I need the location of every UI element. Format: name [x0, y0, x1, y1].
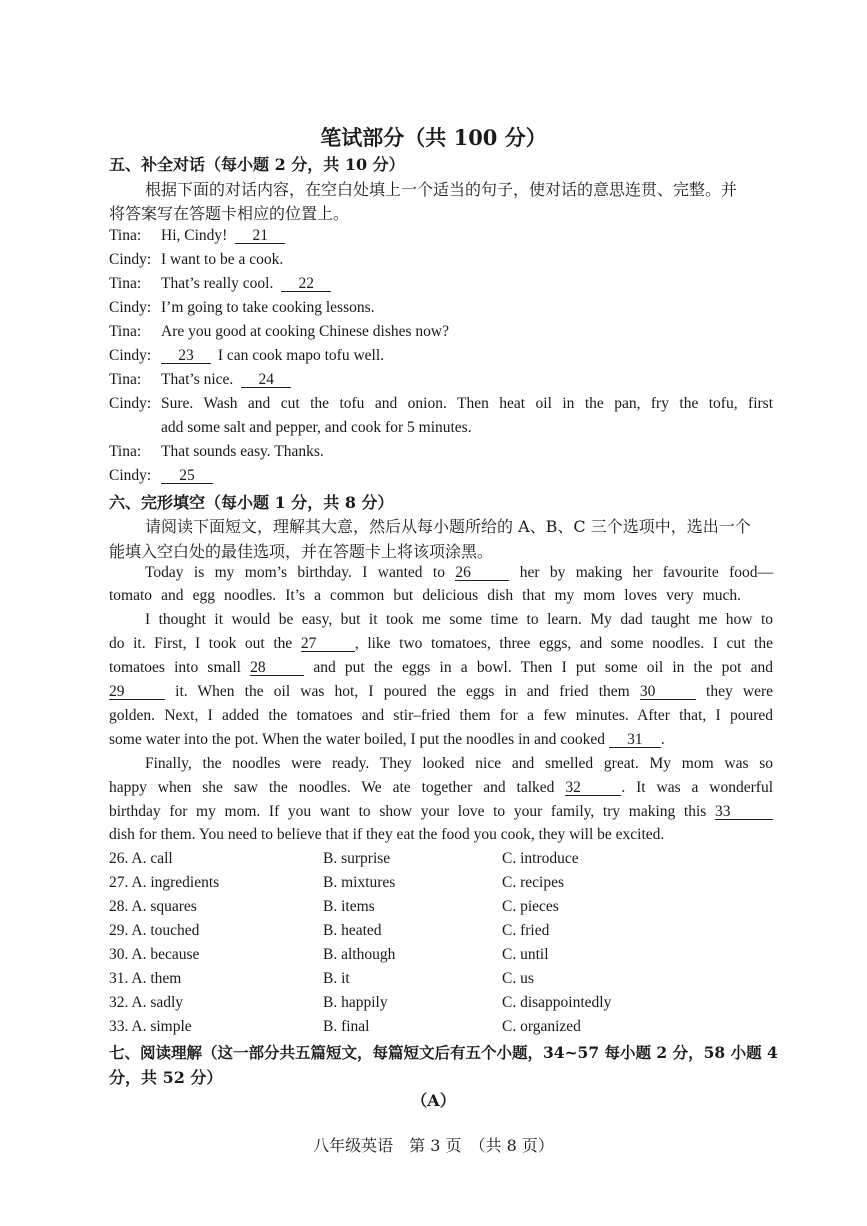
speaker: Cindy: [109, 347, 152, 364]
dialogue-line [109, 371, 291, 389]
dialogue-line [109, 347, 384, 365]
line-text: That’s really cool. [161, 275, 274, 292]
line-text: Are you good at cooking Chinese dishes now? [161, 323, 449, 340]
answer-blank[interactable]: 29 [109, 684, 165, 700]
option-row [109, 946, 549, 964]
passage-line [109, 731, 665, 749]
speaker: Cindy: [109, 251, 152, 268]
passage-text: they were [706, 683, 773, 700]
option-c[interactable]: C. us [502, 970, 534, 987]
option-row [109, 922, 549, 940]
dialogue-line [109, 443, 324, 461]
line-text: I can cook mapo tofu well. [217, 347, 385, 364]
answer-blank[interactable]: 25 [161, 468, 213, 484]
line-text: I want to be a cook. [161, 251, 284, 268]
speaker: Tina: [109, 371, 142, 388]
option-row [109, 1018, 581, 1036]
answer-blank[interactable]: 23 [161, 348, 211, 364]
passage-text: happy when she saw the noodles. We ate together and talked [109, 779, 555, 796]
dialogue-line-continued: add some salt and pepper, and cook for 5 minutes. [161, 419, 472, 436]
speaker: Cindy: [109, 467, 152, 484]
dialogue-line [109, 251, 283, 269]
passage-text: it. When the oil was hot, I poured the eggs in and fried them [175, 683, 630, 700]
option-c[interactable]: C. until [502, 946, 549, 963]
option-a[interactable]: 30. A. because [109, 946, 200, 963]
option-b[interactable]: B. heated [323, 922, 382, 939]
answer-blank[interactable]: 32 [565, 780, 621, 796]
line-text: Hi, Cindy! [161, 227, 228, 244]
passage-line [109, 683, 773, 701]
answer-blank[interactable]: 31 [609, 732, 661, 748]
option-a[interactable]: 26. A. call [109, 850, 173, 867]
answer-blank[interactable]: 33 [715, 804, 773, 820]
option-b[interactable]: B. although [323, 946, 396, 963]
page-footer: 八年级英语 第 3 页 （共 8 页） [313, 1136, 554, 1155]
option-c[interactable]: C. fried [502, 922, 550, 939]
section-7-heading-continued: 分，共 52 分） [109, 1068, 223, 1087]
passage-text: tomatoes into small [109, 659, 241, 676]
option-c[interactable]: C. disappointedly [502, 994, 612, 1011]
option-a[interactable]: 27. A. ingredients [109, 874, 220, 891]
line-text: Sure. Wash and cut the tofu and onion. Then heat oil in the pan, fry the tofu, first [161, 395, 773, 412]
passage-a-label: （A） [411, 1091, 456, 1110]
option-b[interactable]: B. happily [323, 994, 388, 1011]
speaker: Tina: [109, 323, 142, 340]
answer-blank[interactable]: 27 [301, 636, 355, 652]
answer-blank[interactable]: 28 [250, 660, 304, 676]
option-row [109, 898, 559, 916]
option-b[interactable]: B. it [323, 970, 350, 987]
passage-line: tomato and egg noodles. It’s a common but delicious dish that my mom loves very much. [109, 587, 741, 604]
passage-line: I thought it would be easy, but it took me some time to learn. My dad taught me how to [145, 611, 773, 628]
passage-text: . [660, 731, 665, 748]
passage-line: Finally, the noodles were ready. They looked nice and smelled great. My mom was so [145, 755, 773, 772]
passage-text: and put the eggs in a bowl. Then I put some oil in the pot and [313, 659, 774, 676]
option-row [109, 994, 611, 1012]
section-5-heading: 五、补全对话（每小题 2 分，共 10 分） [109, 155, 405, 174]
passage-text: her by making her favourite food— [519, 564, 774, 581]
dialogue-line [109, 275, 331, 293]
option-a[interactable]: 31. A. them [109, 970, 182, 987]
answer-blank[interactable]: 26 [455, 565, 509, 581]
speaker: Tina: [109, 275, 142, 292]
option-a[interactable]: 28. A. squares [109, 898, 197, 915]
section-7-heading: 七、阅读理解（这一部分共五篇短文，每篇短文后有五个小题，34~57 每小题 2 分，58 小题 4 [109, 1043, 778, 1062]
answer-blank[interactable]: 21 [235, 228, 285, 244]
dialogue-line [109, 299, 375, 317]
passage-text: do it. First, I took out the [109, 635, 293, 652]
passage-text: , like two tomatoes, three eggs, and some noodles. I cut the [354, 635, 773, 652]
passage-line: golden. Next, I added the tomatoes and stir–fried them for a few minutes. After that, I poured [109, 707, 773, 724]
answer-blank[interactable]: 24 [241, 372, 291, 388]
dialogue-line [109, 467, 213, 485]
section-6-instruction-1: 请阅读下面短文，理解其大意，然后从每小题所给的 A、B、C 三个选项中，选出一个 [145, 517, 751, 536]
option-c[interactable]: C. recipes [502, 874, 564, 891]
passage-text: some water into the pot. When the water boiled, I put the noodles in and cooked [109, 731, 606, 748]
option-a[interactable]: 33. A. simple [109, 1018, 192, 1035]
dialogue-line [109, 395, 773, 413]
option-b[interactable]: B. surprise [323, 850, 391, 867]
line-text: I’m going to take cooking lessons. [161, 299, 375, 316]
option-a[interactable]: 32. A. sadly [109, 994, 184, 1011]
speaker: Cindy: [109, 299, 152, 316]
line-text: That’s nice. [161, 371, 234, 388]
option-row [109, 970, 534, 988]
passage-line [145, 564, 773, 582]
section-6-heading: 六、完形填空（每小题 1 分，共 8 分） [109, 493, 394, 512]
option-b[interactable]: B. items [323, 898, 375, 915]
passage-line [109, 803, 773, 821]
section-5-instruction-2: 将答案写在答题卡相应的位置上。 [109, 204, 350, 223]
speaker: Tina: [109, 227, 142, 244]
page-title: 笔试部分（共 100 分） [320, 125, 547, 150]
passage-line [109, 635, 773, 653]
speaker: Tina: [109, 443, 142, 460]
passage-line: dish for them. You need to believe that if they eat the food you cook, they will be excited. [109, 826, 665, 843]
answer-blank[interactable]: 30 [640, 684, 696, 700]
option-row [109, 850, 579, 868]
dialogue-line [109, 227, 285, 245]
option-row [109, 874, 564, 892]
option-c[interactable]: C. organized [502, 1018, 581, 1035]
passage-line [109, 659, 773, 677]
option-c[interactable]: C. pieces [502, 898, 559, 915]
speaker: Cindy: [109, 395, 152, 412]
line-text: That sounds easy. Thanks. [161, 443, 324, 460]
option-a[interactable]: 29. A. touched [109, 922, 200, 939]
passage-line [109, 779, 773, 797]
passage-text: birthday for my mom. If you want to show your love to your family, try making this [109, 803, 707, 820]
option-b[interactable]: B. mixtures [323, 874, 396, 891]
passage-text: Today is my mom’s birthday. I wanted to [145, 564, 445, 581]
option-c[interactable]: C. introduce [502, 850, 579, 867]
section-5-instruction-1: 根据下面的对话内容，在空白处填上一个适当的句子，使对话的意思连贯、完整。并 [145, 180, 738, 199]
option-b[interactable]: B. final [323, 1018, 370, 1035]
passage-text: . It was a wonderful [621, 779, 774, 796]
section-6-instruction-2: 能填入空白处的最佳选项，并在答题卡上将该项涂黑。 [109, 542, 494, 561]
answer-blank[interactable]: 22 [281, 276, 331, 292]
dialogue-line [109, 323, 449, 341]
